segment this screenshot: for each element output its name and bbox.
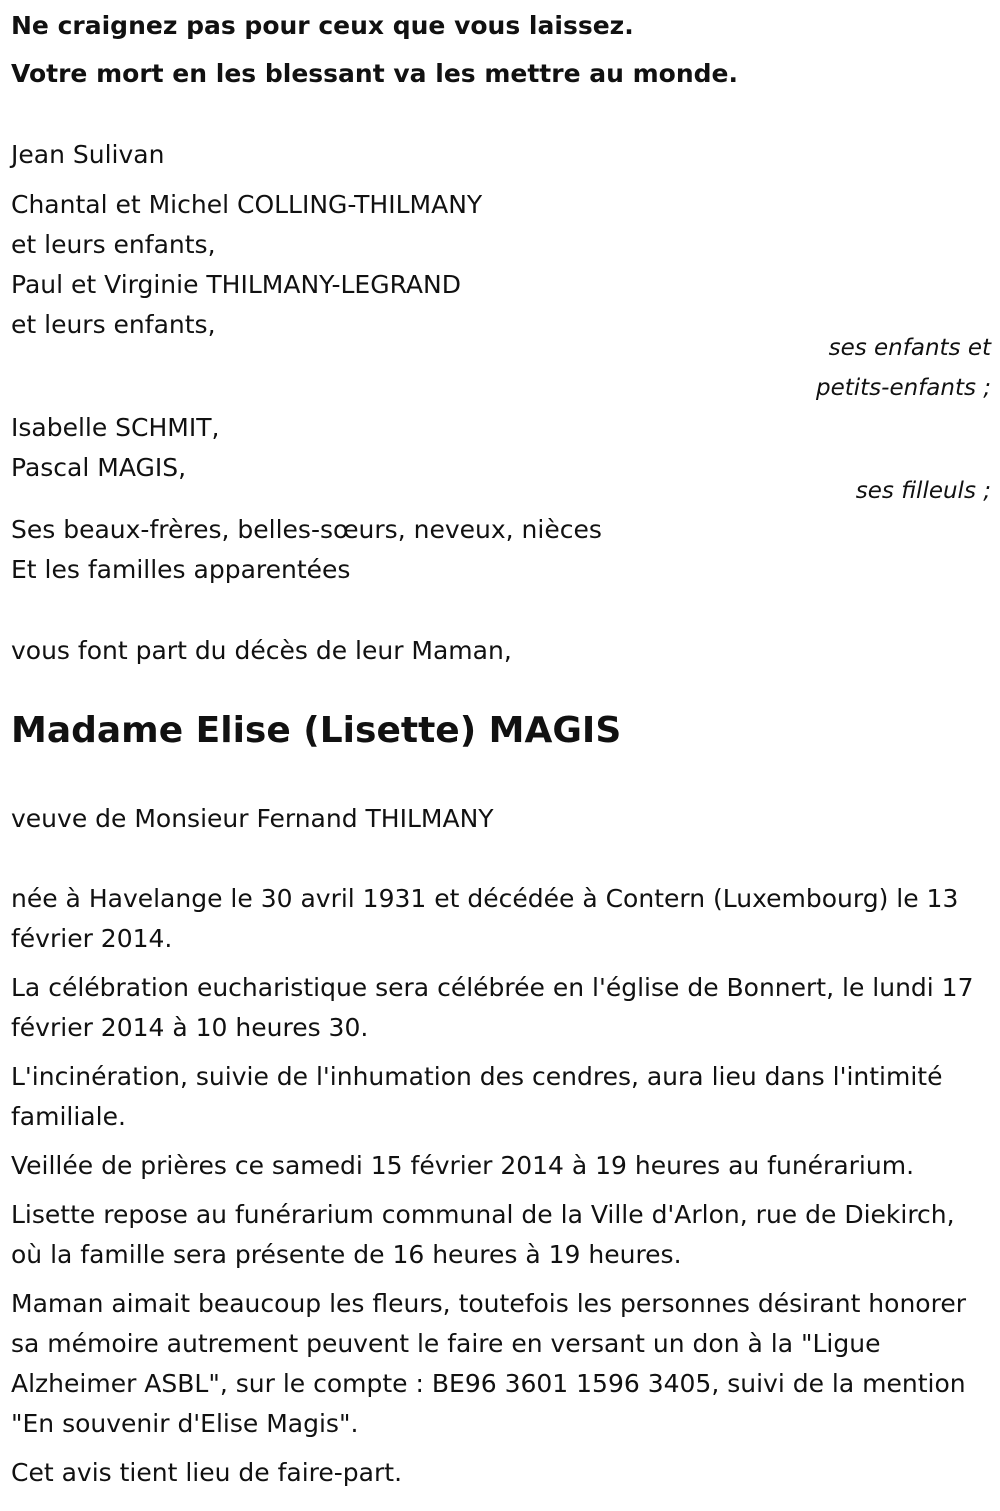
family-line: Paul et Virginie THILMANY-LEGRAND — [11, 270, 461, 299]
paragraph-closing: Cet avis tient lieu de faire-part. — [11, 1458, 403, 1487]
godchild-line: Pascal MAGIS, — [11, 453, 187, 482]
spouse-block — [11, 799, 991, 839]
paragraph-cremation: L'incinération, suivie de l'inhumation des cendres, aura lieu dans l'intimité familiale. — [11, 1062, 943, 1131]
role-line: ses enfants et — [828, 335, 991, 361]
role-line: ses filleuls ; — [855, 478, 991, 504]
relatives-list — [11, 510, 991, 590]
paragraph-ceremony: La célébration eucharistique sera célébrée en l'église de Bonnert, le lundi 17 février 2014 à 10 heures 30. — [11, 973, 974, 1042]
relatives-line: Ses beaux-frères, belles-sœurs, neveux, nièces — [11, 515, 602, 544]
children-list — [11, 185, 991, 345]
paragraph-birth-death: née à Havelange le 30 avril 1931 et décédée à Contern (Luxembourg) le 13 février 2014. — [11, 884, 959, 953]
godchild-line: Isabelle SCHMIT, — [11, 413, 220, 442]
paragraph-funeral-home: Lisette repose au funérarium communal de la Ville d'Arlon, rue de Diekirch, où la famille sera présente de 16 heures à 19 heures. — [11, 1200, 955, 1269]
quote-second — [11, 54, 991, 94]
family-line: et leurs enfants, — [11, 230, 216, 259]
paragraph-vigil: Veillée de prières ce samedi 15 février 2014 à 19 heures au funérarium. — [11, 1151, 915, 1180]
deceased-name: Madame Elise (Lisette) MAGIS — [11, 710, 622, 751]
details-paragraphs — [11, 879, 991, 1493]
children-role — [11, 328, 991, 408]
quote-line-2: Votre mort en les blessant va les mettre au monde. — [11, 59, 738, 88]
paragraph-donation: Maman aimait beaucoup les fleurs, toutefois les personnes désirant honorer sa mémoire autrement peuvent le faire en versant un don à la "Ligue Alzheimer ASBL", sur le compte : BE96 3601 1596 3405, suivi de la mention "En souvenir d'Elise Magis". — [11, 1289, 966, 1438]
role-line: petits-enfants ; — [815, 375, 991, 401]
announcement-block — [11, 631, 991, 671]
deceased-spouse: veuve de Monsieur Fernand THILMANY — [11, 804, 494, 833]
godchildren-role — [11, 471, 991, 511]
quote-line-1: Ne craignez pas pour ceux que vous laissez. — [11, 11, 634, 40]
quote-author-block — [11, 135, 991, 175]
relatives-line: Et les familles apparentées — [11, 555, 351, 584]
announcement: vous font part du décès de leur Maman, — [11, 636, 512, 665]
quote-author: Jean Sulivan — [11, 140, 165, 169]
quote — [11, 6, 991, 46]
deceased-name-block — [11, 708, 991, 751]
family-line: et leurs enfants, — [11, 310, 216, 339]
family-line: Chantal et Michel COLLING-THILMANY — [11, 190, 483, 219]
